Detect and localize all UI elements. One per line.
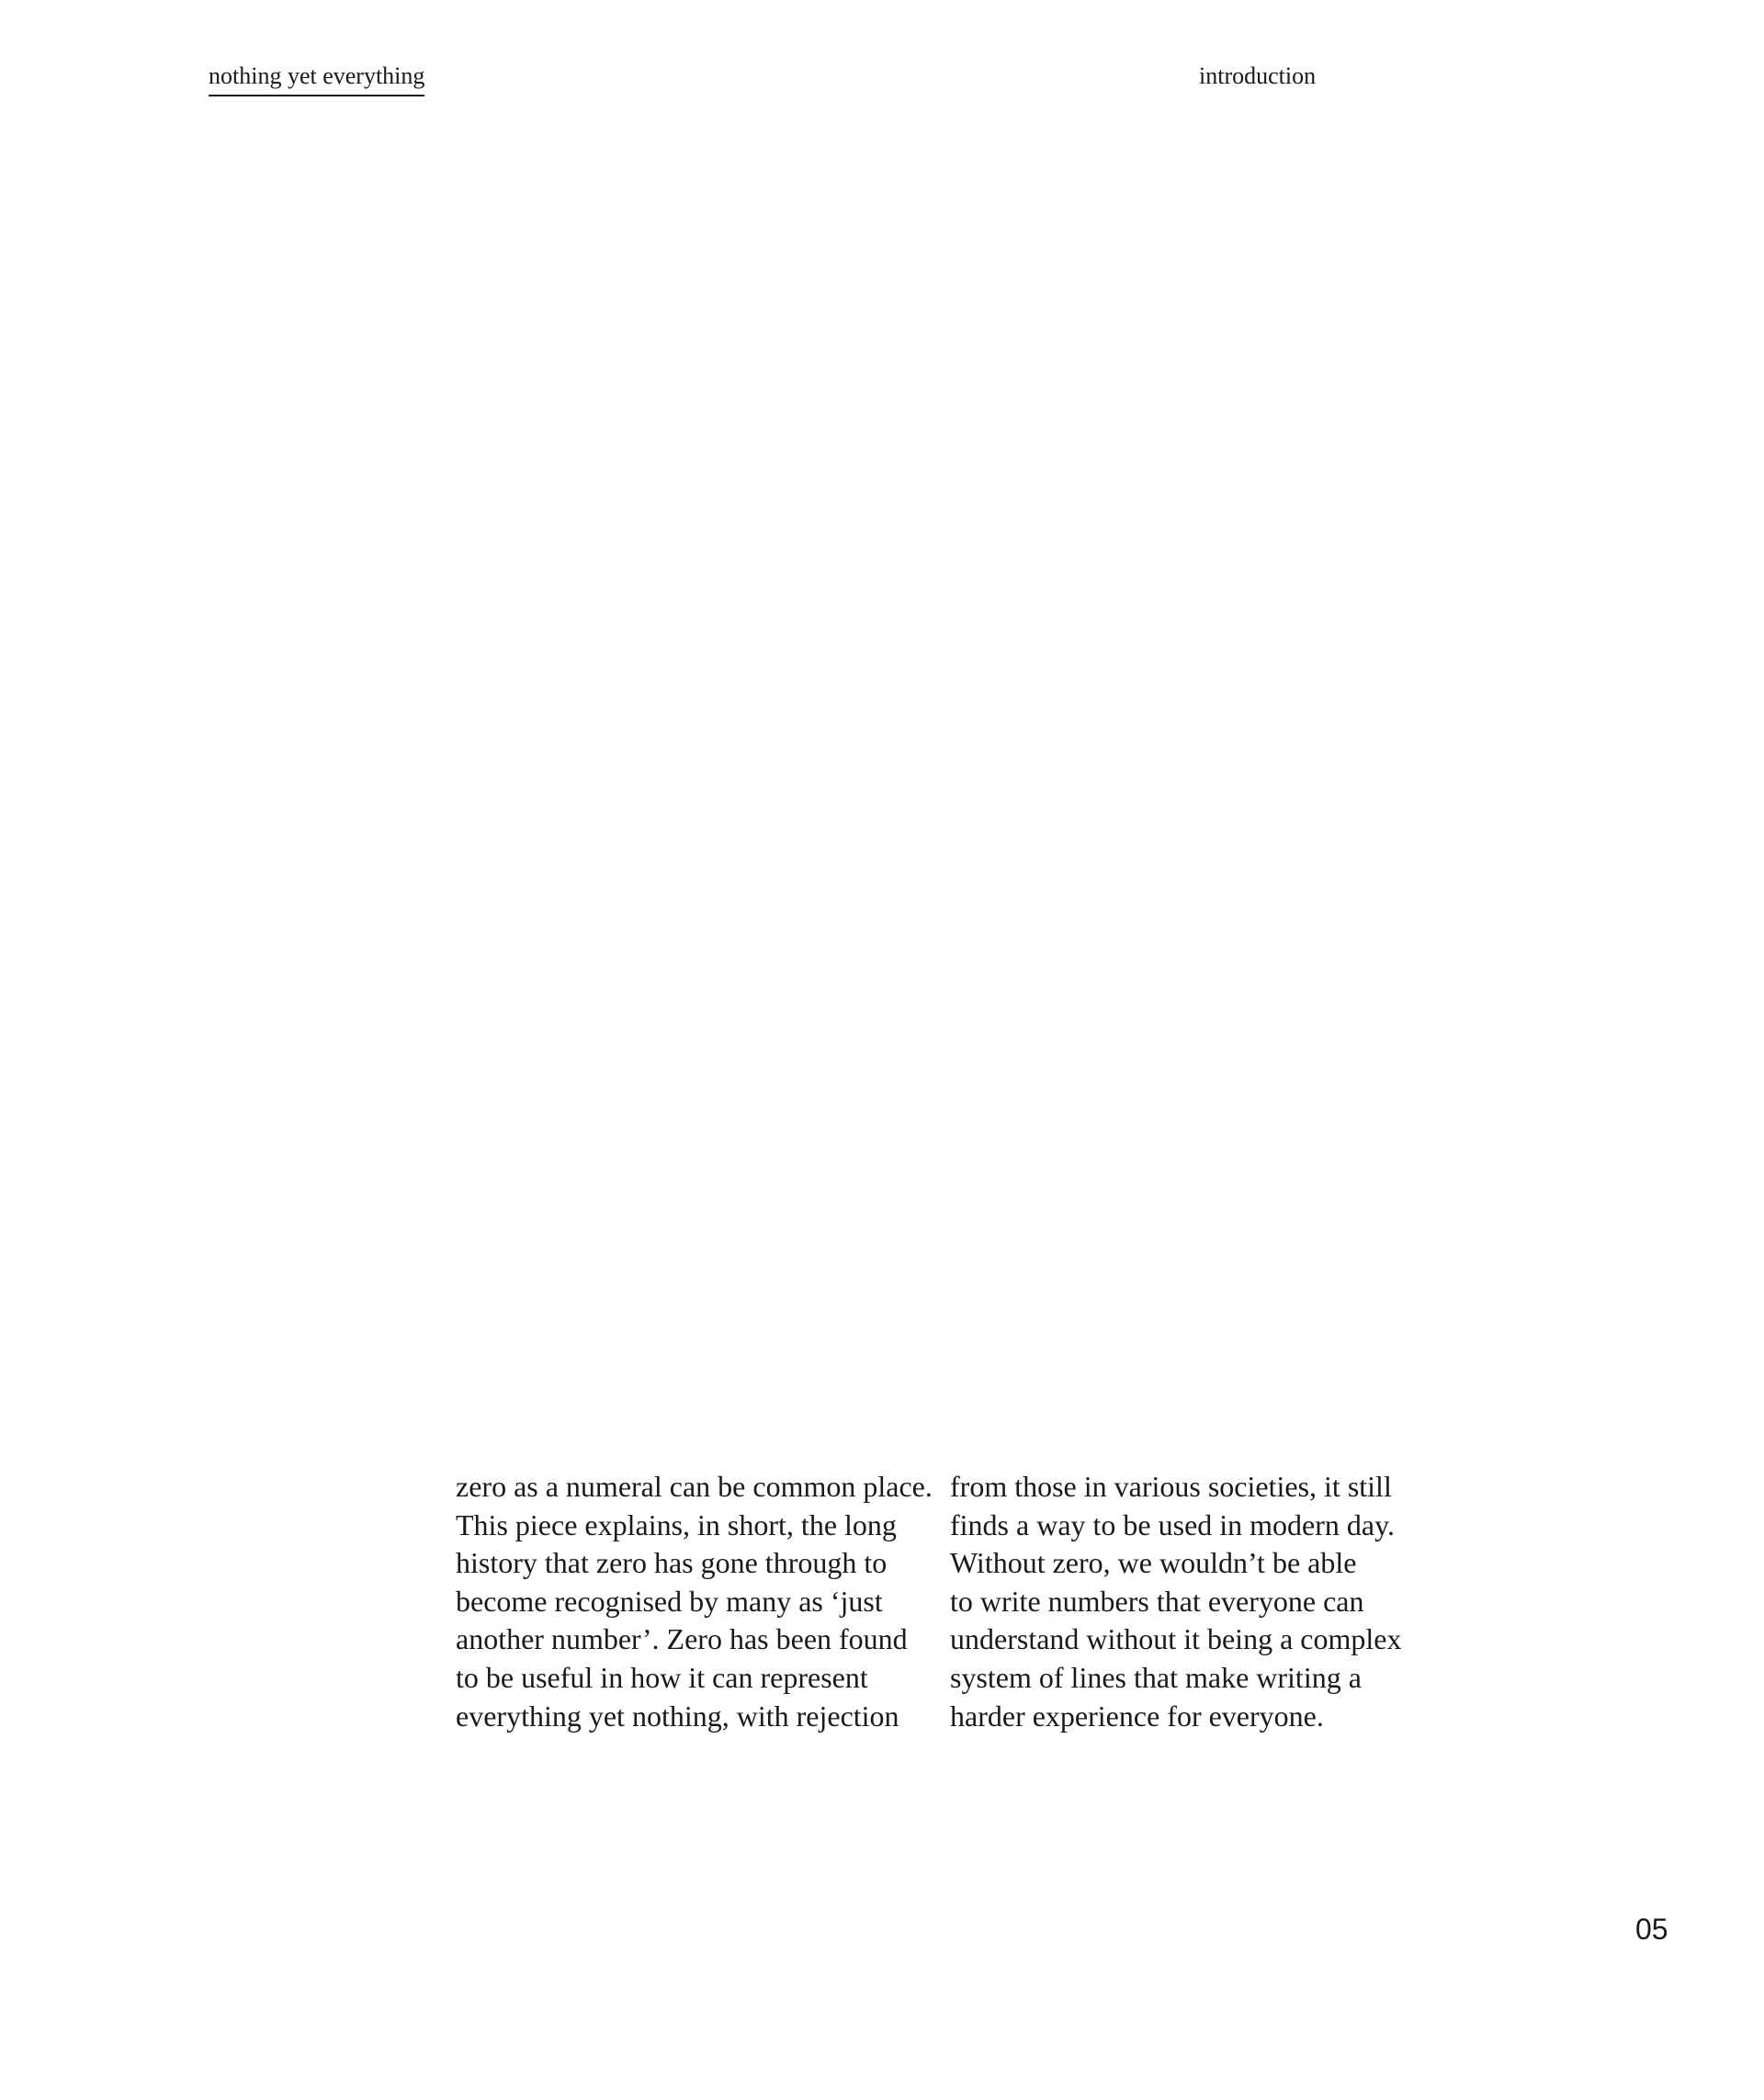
- body-text-line: become recognised by many as ‘just: [456, 1584, 883, 1618]
- running-head-section-title: introduction: [1199, 62, 1317, 89]
- body-text-line: harder experience for everyone.: [950, 1699, 1324, 1733]
- body-text-line: to write numbers that everyone can: [950, 1584, 1364, 1618]
- page-number: 05: [1635, 1913, 1668, 1946]
- body-text-line: everything yet nothing, with rejection: [456, 1699, 899, 1733]
- body-text-line: This piece explains, in short, the long: [456, 1507, 897, 1541]
- body-text-line: understand without it being a complex: [950, 1622, 1402, 1656]
- body-text-line: Without zero, we wouldn’t be able: [950, 1546, 1357, 1580]
- body-text-column-right: [950, 1468, 1401, 1735]
- body-text-line: system of lines that make writing a: [950, 1660, 1362, 1694]
- body-text-line: finds a way to be used in modern day.: [950, 1507, 1396, 1541]
- running-head-book-title: nothing yet everything: [209, 61, 424, 96]
- body-text-column-left: [456, 1468, 933, 1735]
- body-text-line: history that zero has gone through to: [456, 1546, 888, 1580]
- body-text-line: zero as a numeral can be common place.: [456, 1470, 933, 1503]
- body-text-line: to be useful in how it can represent: [456, 1660, 868, 1694]
- body-text-line: another number’. Zero has been found: [456, 1622, 908, 1656]
- body-text-line: from those in various societies, it still: [950, 1470, 1392, 1503]
